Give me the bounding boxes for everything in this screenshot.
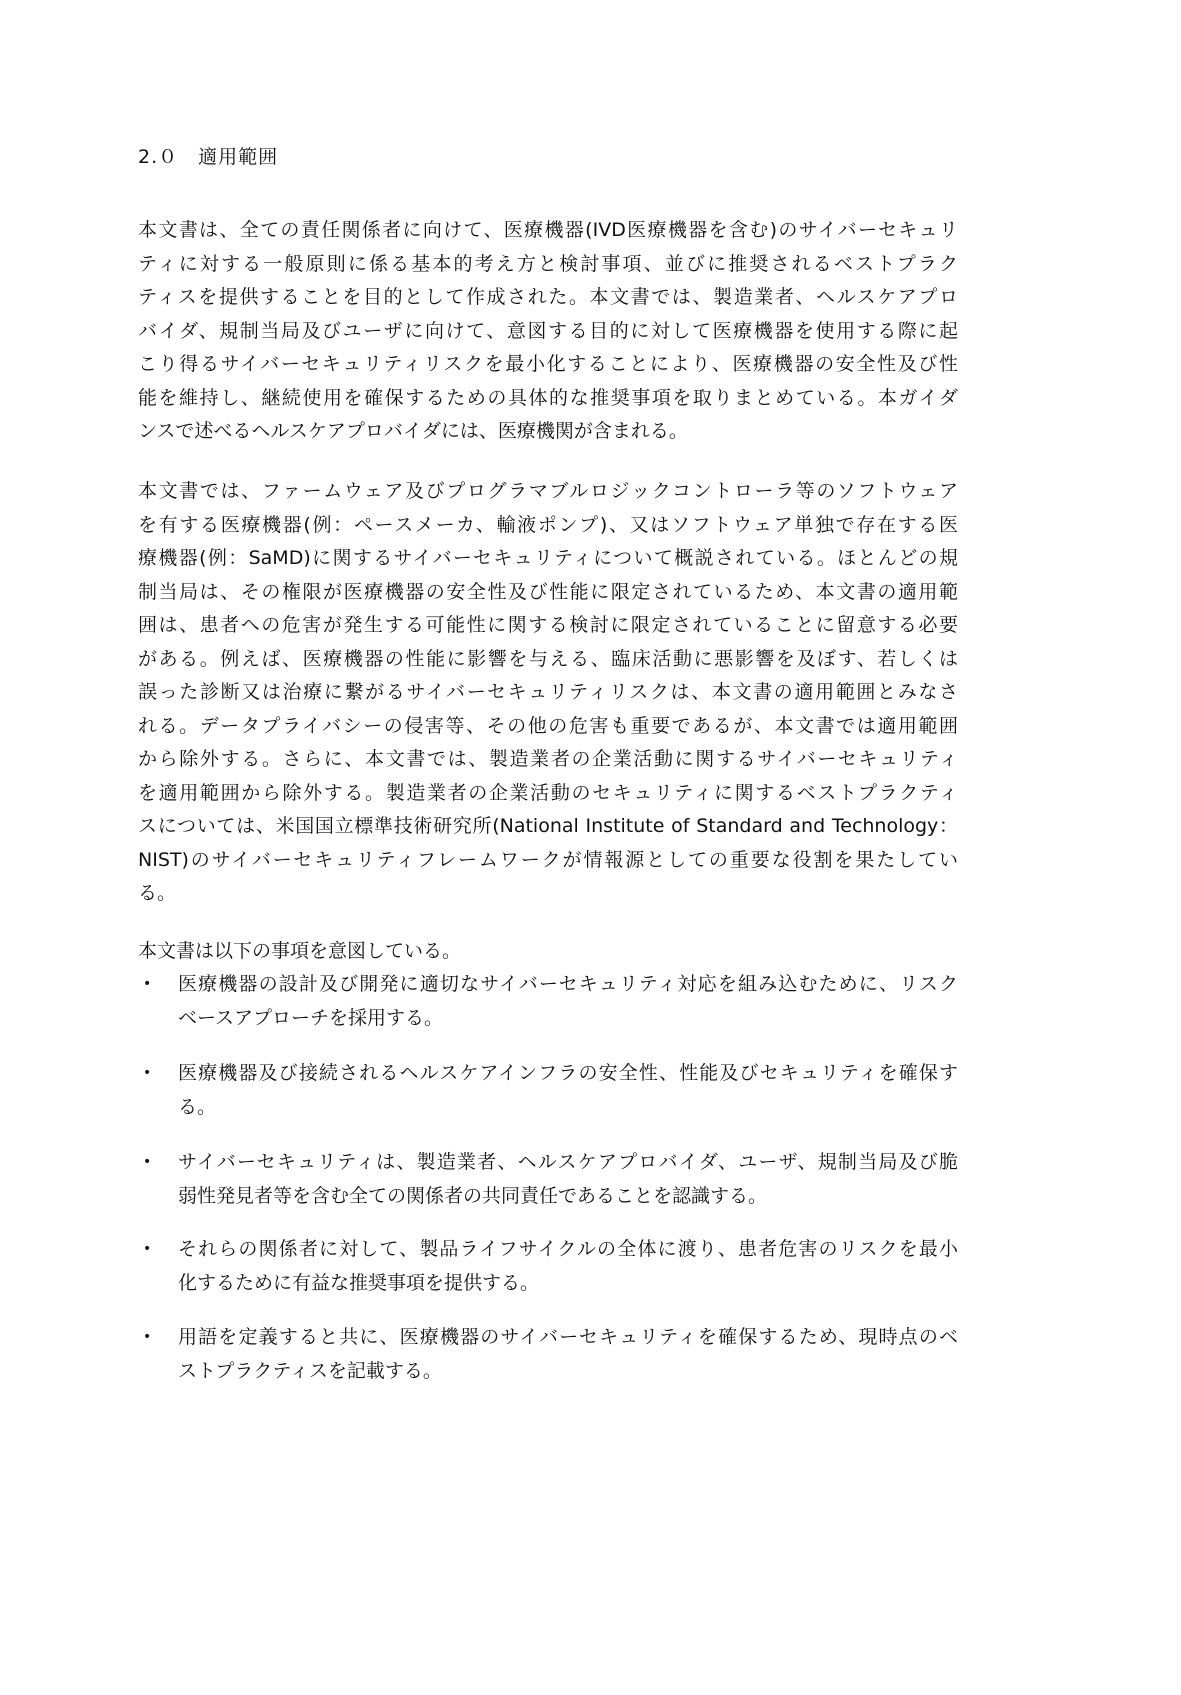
bullet-text (178, 968, 958, 1035)
text-line: ティに対する一般原則に係る基本的考え方と検討事項、並びに推奨されるベストプラク (138, 252, 958, 275)
bullet-item (138, 1233, 958, 1300)
text-line: がある。例えば、医療機器の性能に影響を与える、臨床活動に悪影響を及ぼす、若しくは (138, 647, 958, 670)
bullet-item (138, 1057, 958, 1124)
text-line: 誤った診断又は治療に繋がるサイバーセキュリティリスクは、本文書の適用範囲とみなさ (138, 681, 958, 703)
bullet-text (178, 1057, 958, 1124)
bullet-icon: • (143, 976, 152, 992)
text-line: る。 (138, 882, 177, 904)
text-line: それらの関係者に対して、製品ライフサイクルの全体に渡り、患者危害のリスクを最小 (178, 1238, 958, 1260)
text-line: から除外する。さらに、本文書では、製造業者の企業活動に関するサイバーセキュリティ (138, 748, 958, 770)
bullet-item (138, 1321, 958, 1388)
text-line: 能を維持し、継続使用を確保するための具体的な推奨事項を取りまとめている。本ガイダ (138, 386, 958, 409)
text-line: スについては、米国国立標準技術研究所(National Institute of Standard and Technology： (138, 815, 958, 837)
text-line: こり得るサイバーセキュリティリスクを最小化することにより、医療機器の安全性及び性 (138, 353, 958, 375)
bullet-text (178, 1233, 958, 1300)
text-line: 弱性発見者等を含む全ての関係者の共同責任であることを認識する。 (178, 1184, 768, 1207)
section-title: 2.０ 適用範囲 (138, 146, 279, 168)
text-line: 化するために有益な推奨事項を提供する。 (178, 1271, 540, 1294)
bullet-icon: • (143, 1241, 152, 1257)
text-line: 囲は、患者への危害が発生する可能性に関する検討に限定されていることに留意する必要 (138, 614, 958, 636)
bullet-icon: • (143, 1065, 152, 1081)
bullet-text (178, 1146, 958, 1213)
paragraph-scope (138, 475, 958, 911)
text-line: 本文書は以下の事項を意図している。 (138, 940, 462, 962)
text-line: る。 (178, 1095, 217, 1118)
text-line: れる。データプライバシーの侵害等、その他の危害も重要であるが、本文書では適用範囲 (138, 714, 958, 737)
text-line: 医療機器の設計及び開発に適切なサイバーセキュリティ対応を組み込むために、リスク (178, 973, 958, 995)
text-line: ティスを提供することを目的として作成された。本文書では、製造業者、ヘルスケアプロ (138, 286, 958, 308)
text-line: 医療機器及び接続されるヘルスケアインフラの安全性、性能及びセキュリティを確保す (178, 1062, 958, 1084)
bullet-item (138, 968, 958, 1035)
text-line: ストプラクティスを記載する。 (178, 1359, 442, 1382)
text-line: 本文書は、全ての責任関係者に向けて、医療機器(IVD医療機器を含む)のサイバーセキュリ (138, 219, 958, 241)
text-line: ベースアプローチを採用する。 (178, 1006, 444, 1029)
text-line: サイバーセキュリティは、製造業者、ヘルスケアプロバイダ、ユーザ、規制当局及び脆 (178, 1151, 958, 1173)
bullet-text (178, 1321, 958, 1388)
bullet-item (138, 1146, 958, 1213)
bullet-icon: • (143, 1329, 152, 1345)
text-line: NIST)のサイバーセキュリティフレームワークが情報源としての重要な役割を果たしてい (138, 848, 958, 871)
text-line: を適用範囲から除外する。製造業者の企業活動のセキュリティに関するベストプラクティ (138, 781, 958, 804)
text-line: ンスで述べるヘルスケアプロバイダには、医療機関が含まれる。 (138, 420, 688, 442)
text-line: 本文書では、ファームウェア及びプログラマブルロジックコントローラ等のソフトウェア (138, 480, 958, 502)
paragraph-purpose (138, 214, 958, 449)
text-line: 制当局は、その権限が医療機器の安全性及び性能に限定されているため、本文書の適用範 (138, 580, 958, 603)
text-line: 療機器(例：SaMD)に関するサイバーセキュリティについて概説されている。ほとんどの規 (138, 547, 958, 569)
text-line: バイダ、規制当局及びユーザに向けて、意図する目的に対して医療機器を使用する際に起 (138, 319, 958, 342)
paragraph-intent (138, 935, 958, 969)
text-line: を有する医療機器(例：ペースメーカ、輸液ポンプ)、又はソフトウェア単独で存在する医 (138, 513, 958, 536)
bullet-icon: • (143, 1154, 152, 1170)
text-line: 用語を定義すると共に、医療機器のサイバーセキュリティを確保するため、現時点のベ (178, 1326, 958, 1348)
